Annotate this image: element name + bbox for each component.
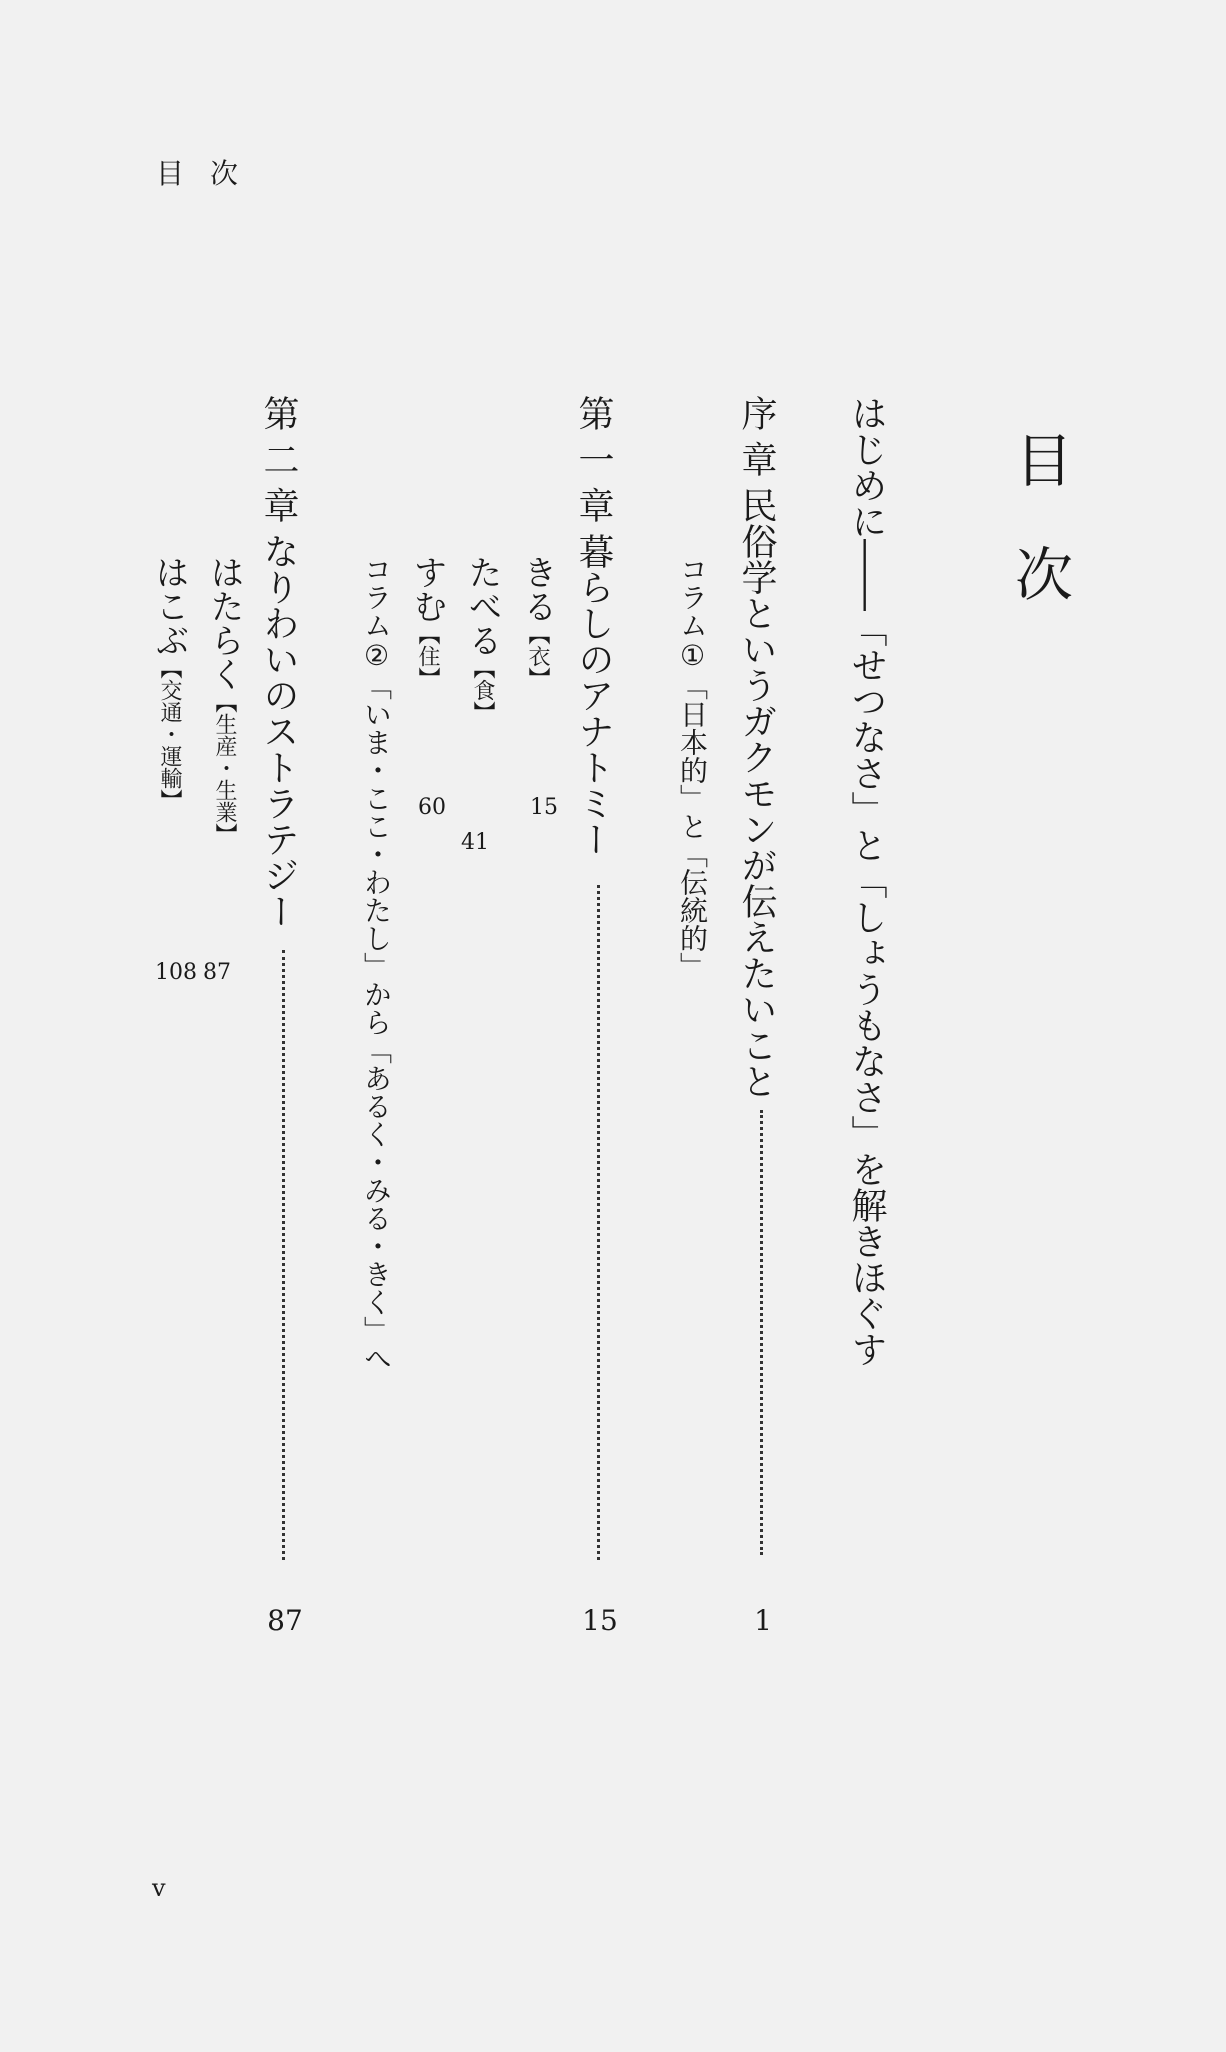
toc-entry-chapter2[interactable] xyxy=(260,395,310,1635)
page-number: 41 xyxy=(461,830,489,855)
page-number: 15 xyxy=(530,795,558,820)
page-number: 108 xyxy=(155,960,197,985)
toc-entry-hajimeni[interactable] xyxy=(848,395,898,1635)
entry-label: コラム② xyxy=(360,555,393,672)
entry-tag: 【生産・生業】 xyxy=(212,691,237,845)
entry-title: はこぶ xyxy=(149,555,189,657)
entry-title: なりわいのストラテジー xyxy=(258,533,299,929)
page-number: 87 xyxy=(267,1604,303,1637)
toc-entry-chapter1[interactable] xyxy=(575,395,625,1635)
page-number: 87 xyxy=(203,960,231,985)
leader-dots xyxy=(282,950,285,1560)
running-head: 目次 xyxy=(156,157,265,190)
toc-entry-josho[interactable] xyxy=(738,395,788,1635)
entry-title: 「いま・ここ・わたし」から「あるく・みる・きく」へ xyxy=(360,672,393,1372)
entry-title: はたらく xyxy=(204,555,244,691)
entry-title: きる xyxy=(517,555,557,623)
entry-dash: ―― xyxy=(846,539,887,611)
page-number: 60 xyxy=(418,795,446,820)
page-number: 1 xyxy=(754,1604,772,1637)
entry-label: コラム① xyxy=(676,555,709,672)
entry-tag: 【住】 xyxy=(415,623,440,689)
folio: v xyxy=(152,1874,166,1902)
entry-title: すむ xyxy=(407,555,447,623)
entry-tag: 【衣】 xyxy=(525,623,550,689)
entry-label: 序章 xyxy=(736,395,777,487)
entry-subtitle: 「せつなさ」と「しょうもなさ」を解きほぐす xyxy=(846,611,887,1367)
page-title: 目次 xyxy=(1005,430,1073,658)
toc-entry-hakobu[interactable] xyxy=(149,555,202,1795)
toc-entry-taberu[interactable] xyxy=(461,555,515,1795)
entry-title: はじめに xyxy=(846,395,887,539)
toc-entry-hataraku[interactable] xyxy=(203,555,257,1795)
toc-entry-kiru[interactable] xyxy=(517,555,570,1795)
entry-title: 民俗学というガクモンが伝えたいこと xyxy=(736,487,777,1099)
leader-dots xyxy=(760,1110,763,1555)
toc-entry-sumu[interactable] xyxy=(407,555,460,1795)
leader-dots xyxy=(597,885,600,1560)
entry-title: たべる xyxy=(462,555,502,657)
toc-entry-column2[interactable] xyxy=(356,555,406,1795)
entry-title: 「日本的」と「伝統的」 xyxy=(676,672,709,980)
toc-entry-column1[interactable] xyxy=(672,555,722,1795)
entry-tag: 【食】 xyxy=(470,657,495,723)
page-number: 15 xyxy=(582,1604,618,1637)
entry-label: 第二章 xyxy=(258,395,299,533)
entry-title: 暮らしのアナトミー xyxy=(573,533,614,857)
entry-label: 第一章 xyxy=(573,395,614,533)
entry-tag: 【交通・運輸】 xyxy=(157,657,182,811)
